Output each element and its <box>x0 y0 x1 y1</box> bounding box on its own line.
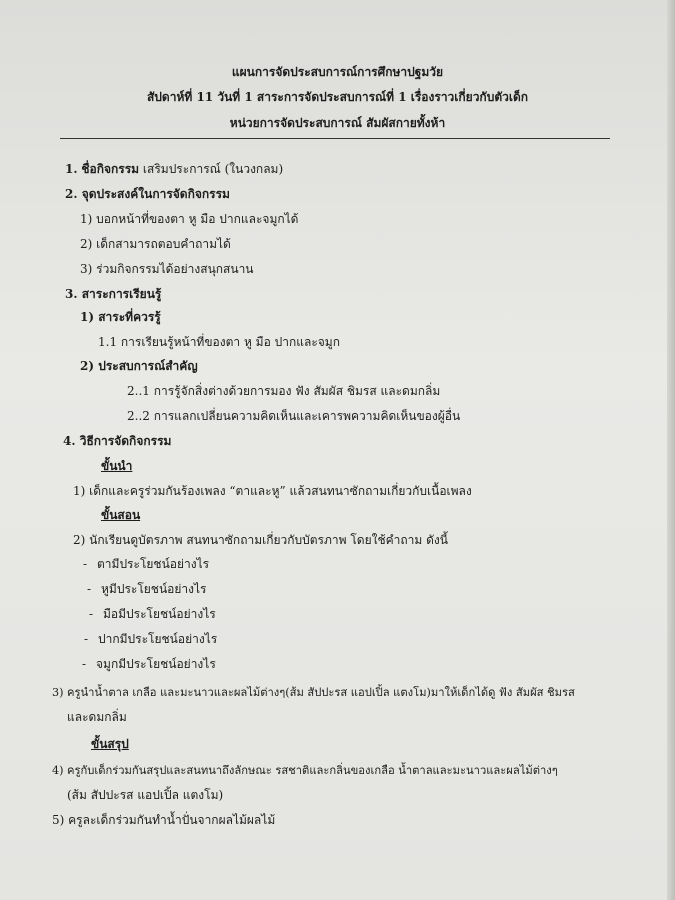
procedure-item-continued: และดมกลิ่ม <box>67 710 127 724</box>
page-edge <box>667 0 675 900</box>
doc-subtitle-week: สัปดาห์ที่ 11 วันที่ 1 สาระการจัดประสบการณ์ที่ 1 เรื่องราวเกี่ยวกับตัวเด็ก <box>146 90 529 104</box>
procedure-item: 2) นักเรียนดูบัตรภาพ สนทนาซักถามเกี่ยวกับบัตรภาพ โดยใช้คำถาม ดังนี้ <box>73 533 448 547</box>
section-3-title: สาระการเรียนรู้ <box>81 287 162 301</box>
objective-item: 3) ร่วมกิจกรรมได้อย่างสนุกสนาน <box>80 262 254 276</box>
section-3-number: 3. <box>65 287 78 301</box>
doc-title: แผนการจัดประสบการณ์การศึกษาปฐมวัย <box>231 65 444 79</box>
question-text: หูมีประโยชน์อย่างไร <box>101 582 207 596</box>
experience-item: 2..2 การแลกเปลี่ยนความคิดเห็นและเคารพความคิดเห็นของผู้อื่น <box>127 409 461 423</box>
procedure-item-continued: (ส้ม สัปปะรส แอปเปิ้ล แตงโม) <box>67 788 224 802</box>
question-item: - จมูกมีประโยชน์อย่างไร <box>82 657 216 671</box>
step-introduction: ขั้นนำ <box>101 459 133 473</box>
section-3 <box>65 285 161 304</box>
question-text: จมูกมีประโยชน์อย่างไร <box>96 657 216 671</box>
procedure-item: 5) ครูละเด็กร่วมกันทำน้ำปั่นจากผลไม้ผลไม้ <box>52 813 276 827</box>
objective-item: 2) เด็กสามารถตอบคำถามได้ <box>80 237 231 251</box>
section-1-number: 1. <box>65 162 78 176</box>
procedure-item: 3) ครูนำน้ำตาล เกลือ และมะนาวและผลไม้ต่างๆ(ส้ม สัปปะรส แอปเปิ้ล แตงโม)มาให้เด็กได้ดู ฟัง สัมผัส ชิมรส <box>52 686 575 699</box>
section-4-title: วิธีการจัดกิจกรรม <box>79 434 172 448</box>
question-text: ตามีประโยชน์อย่างไร <box>97 557 210 571</box>
question-item: - หูมีประโยชน์อย่างไร <box>87 582 207 596</box>
procedure-item: 4) ครูกับเด็กร่วมกันสรุปและสนทนาถึงลักษณะ รสชาติและกลิ่นของเกลือ น้ำตาลและมะนาวและผลไม้ต่างๆ <box>52 764 558 777</box>
experience-item: 2..1 การรู้จักสิ่งต่างด้วยการมอง ฟัง สัมผัส ชิมรส และดมกลิ่ม <box>127 384 441 398</box>
subsection-knowledge: 1) สาระที่ควรรู้ <box>80 310 161 324</box>
procedure-item: 1) เด็กและครูร่วมกันร้องเพลง “ตาและหู” แล้วสนทนาซักถามเกี่ยวกับเนื้อเพลง <box>73 484 472 498</box>
section-1-value: เสริมประการณ์ (ในวงกลม) <box>142 162 284 176</box>
question-item: - ตามีประโยชน์อย่างไร <box>83 557 210 571</box>
doc-subtitle-unit: หน่วยการจัดประสบการณ์ สัมผัสกายทั้งห้า <box>229 116 446 130</box>
question-text: ปากมีประโยชน์อย่างไร <box>98 632 218 646</box>
section-2 <box>65 185 230 204</box>
question-text: มือมีประโยชน์อย่างไร <box>103 607 216 621</box>
step-teaching: ขั้นสอน <box>101 508 141 522</box>
subsection-experience: 2) ประสบการณ์สำคัญ <box>80 359 198 373</box>
section-4 <box>63 432 171 451</box>
section-4-number: 4. <box>63 434 76 448</box>
knowledge-item: 1.1 การเรียนรู้หน้าที่ของตา หู มือ ปากและจมูก <box>98 335 340 349</box>
question-item: - มือมีประโยชน์อย่างไร <box>89 607 216 621</box>
section-2-title: จุดประสงค์ในการจัดกิจกรรม <box>81 187 230 201</box>
objective-item: 1) บอกหน้าที่ของตา หู มือ ปากและจมูกได้ <box>80 212 299 226</box>
step-summary: ขั้นสรุป <box>91 737 129 751</box>
question-item: - ปากมีประโยชน์อย่างไร <box>84 632 218 646</box>
section-1-title: ชื่อกิจกรรม <box>81 162 140 176</box>
section-1 <box>65 160 283 179</box>
header-divider <box>60 138 610 139</box>
section-2-number: 2. <box>65 187 78 201</box>
